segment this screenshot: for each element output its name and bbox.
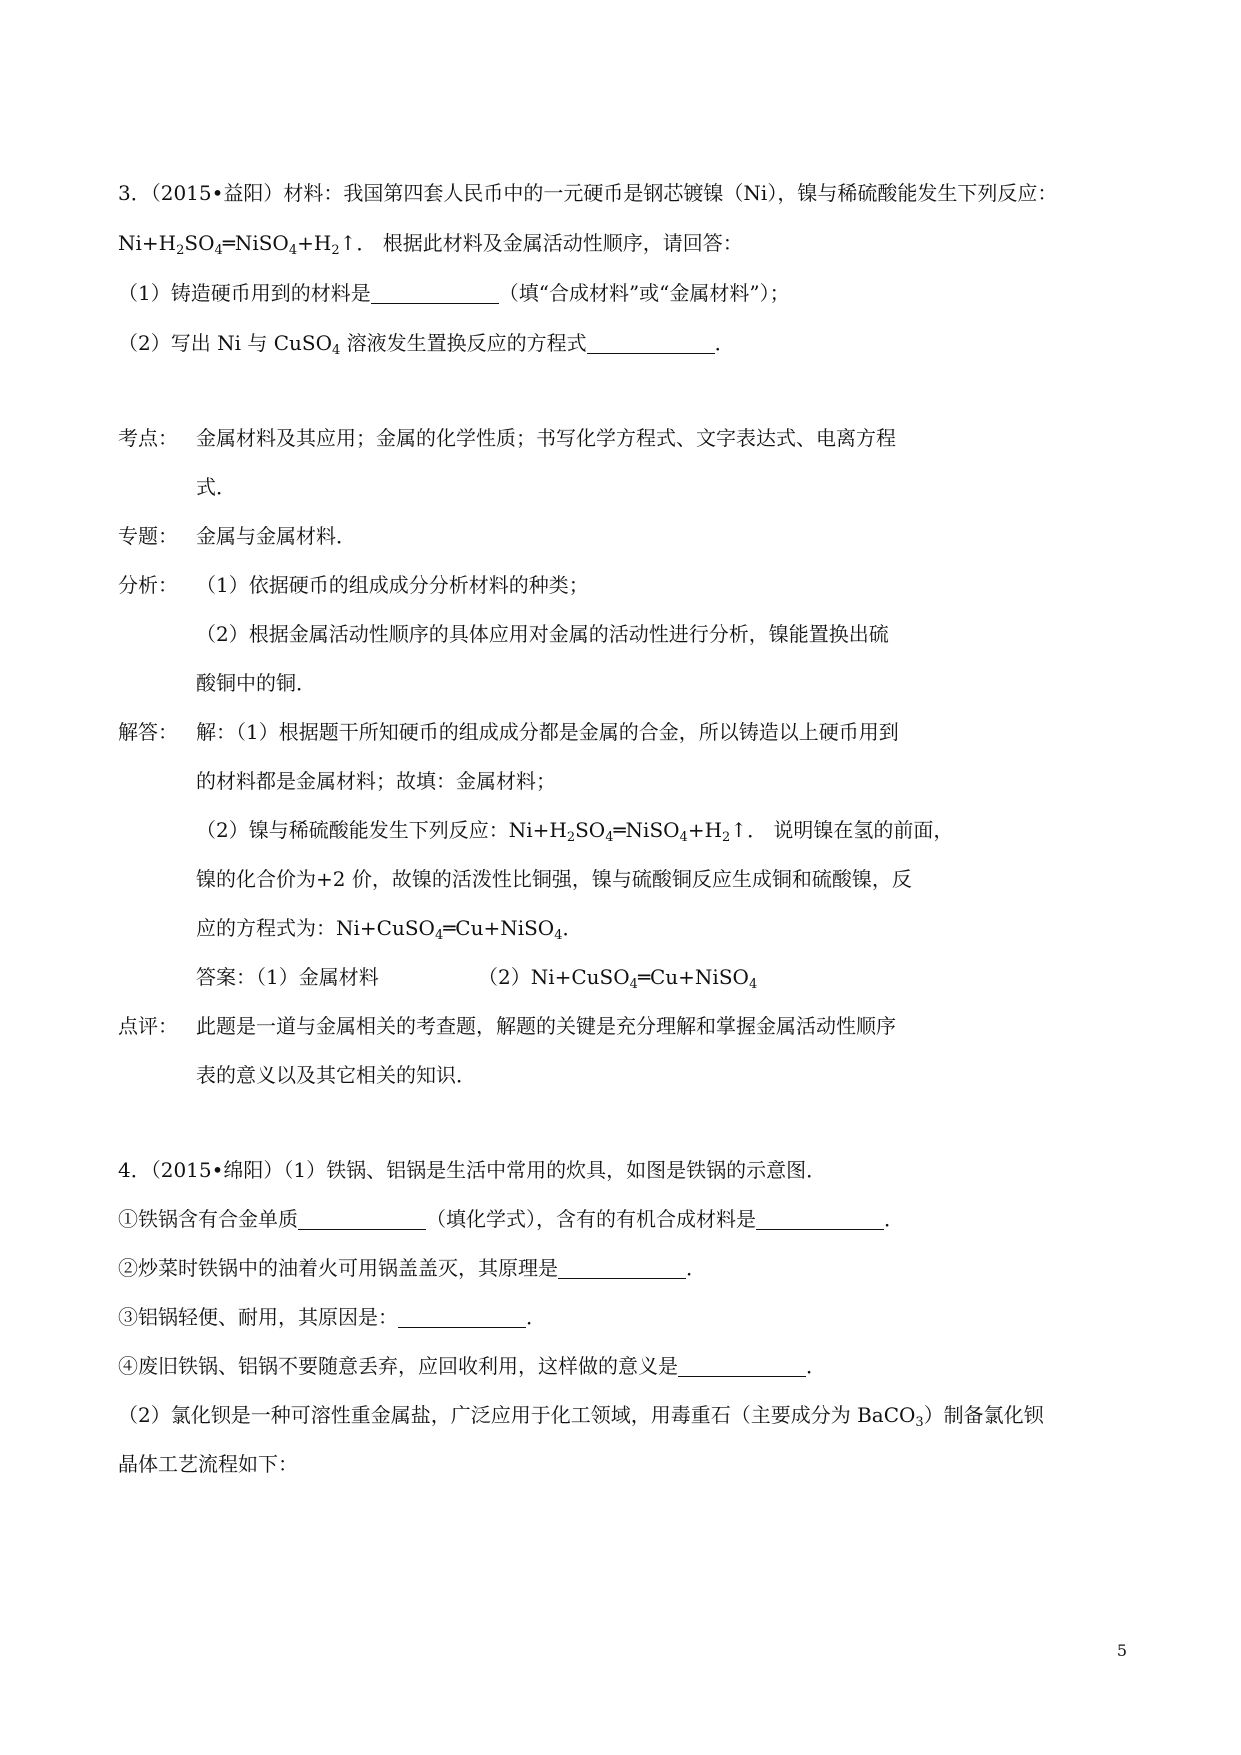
jieda-line5: 应的方程式为：Ni+CuSO$_4$═Cu+NiSO$_4$． — [196, 916, 583, 943]
q3-stem-line1: 3．（2015•益阳）材料：我国第四套人民币中的一元硬币是钢芯镀镍（Ni），镍与稀硫酸能发生下列反应： — [118, 181, 1058, 205]
jieda-answer-2: （2）Ni+CuSO$_4$═Cu+NiSO$_4$ — [478, 965, 758, 992]
q4-stem: 4．（2015•绵阳）（1）铁锅、铝锅是生活中常用的炊具，如图是铁锅的示意图． — [118, 1158, 827, 1182]
kaodian-line1: 金属材料及其应用；金属的化学性质；书写化学方程式、文字表达式、电离方程 — [196, 426, 896, 450]
label-kaodian: 考点： — [118, 426, 178, 450]
fenxi-line1: （1）依据硬币的组成成分分析材料的种类； — [196, 573, 589, 597]
zhuanti-text: 金属与金属材料． — [196, 524, 356, 548]
q4-part2-line2: 晶体工艺流程如下： — [118, 1452, 298, 1476]
q3-part1: （1）铸造硬币用到的材料是 （填“合成材料”或“金属材料”）； — [118, 281, 790, 305]
fenxi-line3: 酸铜中的铜． — [196, 671, 316, 695]
jieda-line1: 解：（1）根据题干所知硬币的组成成分都是金属的合金，所以铸造以上硬币用到 — [196, 720, 899, 744]
answer-blank[interactable] — [558, 1258, 686, 1279]
q3-stem-line2: $Ni+H_2SO_4═NiSO_4+H_2↑$． 根据此材料及金属活动性顺序，请回答： — [118, 231, 743, 258]
jieda-answer-1: 答案：（1）金属材料 — [196, 965, 379, 989]
jieda-line2: 的材料都是金属材料；故填：金属材料； — [196, 769, 556, 793]
q4-sub4: ④废旧铁锅、铝锅不要随意丢弃，应回收利用，这样做的意义是 ． — [118, 1354, 826, 1378]
jieda-line4: 镍的化合价为+2 价，故镍的活泼性比铜强，镍与硫酸铜反应生成铜和硫酸镍，反 — [196, 867, 912, 891]
answer-blank[interactable] — [678, 1356, 806, 1377]
answer-blank[interactable] — [371, 283, 499, 304]
answer-blank[interactable] — [298, 1209, 426, 1230]
q4-sub1: ①铁锅含有合金单质 （填化学式），含有的有机合成材料是 ． — [118, 1207, 904, 1231]
dianping-line1: 此题是一道与金属相关的考查题，解题的关键是充分理解和掌握金属活动性顺序 — [196, 1014, 896, 1038]
label-dianping: 点评： — [118, 1014, 178, 1038]
page-number: 5 — [1116, 1641, 1127, 1660]
answer-blank[interactable] — [756, 1209, 884, 1230]
answer-blank[interactable] — [587, 333, 715, 354]
answer-blank[interactable] — [398, 1307, 526, 1328]
q4-part2-line1: （2）氯化钡是一种可溶性重金属盐，广泛应用于化工领域，用毒重石（主要成分为 BaCO$_3$）制备氯化钡 — [118, 1403, 1044, 1430]
kaodian-line2: 式． — [196, 475, 236, 499]
label-fenxi: 分析： — [118, 573, 178, 597]
q3-part2: （2）写出 Ni 与 CuSO$_4$ 溶液发生置换反应的方程式 ． — [118, 331, 735, 358]
jieda-line3: （2）镍与稀硫酸能发生下列反应：$Ni+H_2SO_4═NiSO_4+H_2↑$． 说明镍在氢的前面， — [196, 818, 954, 845]
fenxi-line2: （2）根据金属活动性顺序的具体应用对金属的活动性进行分析，镍能置换出硫 — [196, 622, 889, 646]
label-zhuanti: 专题： — [118, 524, 178, 548]
q4-sub3: ③铝锅轻便、耐用，其原因是： ． — [118, 1305, 546, 1329]
dianping-line2: 表的意义以及其它相关的知识． — [196, 1063, 476, 1087]
label-jieda: 解答： — [118, 720, 178, 744]
q4-sub2: ②炒菜时铁锅中的油着火可用锅盖盖灭，其原理是 ． — [118, 1256, 706, 1280]
